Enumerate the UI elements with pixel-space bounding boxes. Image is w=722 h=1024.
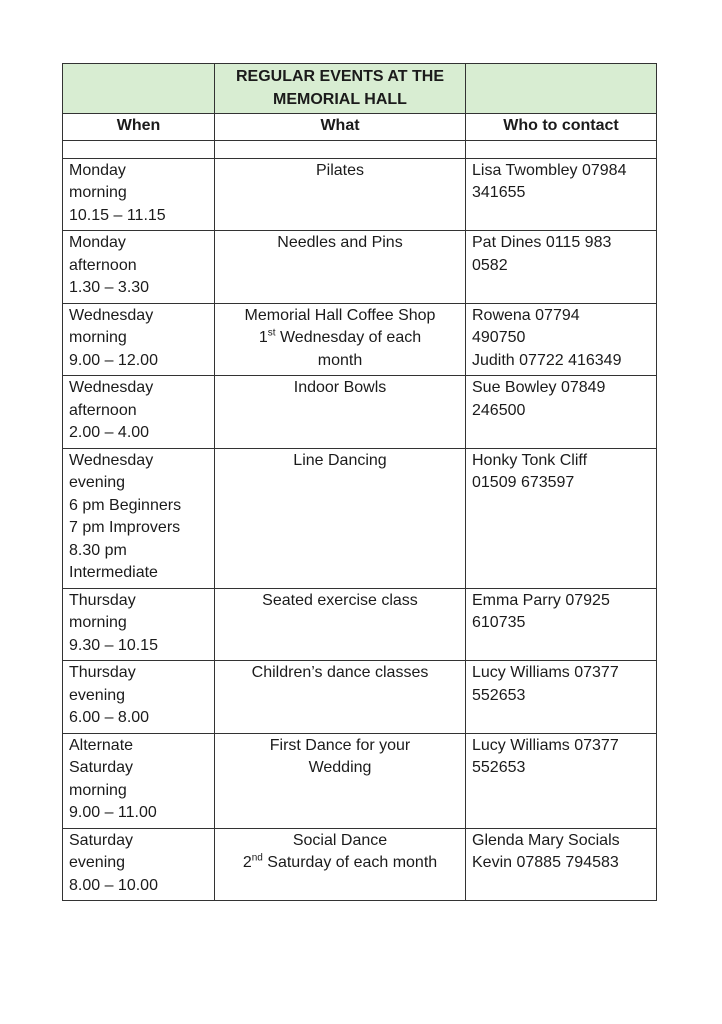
event-cell-what: Indoor Bowls [215,376,466,449]
event-cell-contact: Lisa Twombley 07984 341655 [466,158,657,231]
column-header-row [63,114,657,141]
column-header-contact: Who to contact [466,114,657,141]
column-header-what: What [215,114,466,141]
spacer-cell [63,140,215,158]
event-cell-contact: Honky Tonk Cliff 01509 673597 [466,448,657,588]
title-cell-right [466,64,657,114]
event-cell-what: Pilates [215,158,466,231]
event-row [63,448,657,588]
spacer-row [63,140,657,158]
ordinal-superscript: st [267,327,276,339]
event-cell-contact: Rowena 07794 490750 Judith 07722 416349 [466,303,657,376]
event-cell-when: Wednesday evening 6 pm Beginners 7 pm Improvers 8.30 pm Intermediate [63,448,215,588]
event-row [63,231,657,304]
ordinal-superscript: nd [251,852,263,864]
event-cell-when: Thursday evening 6.00 – 8.00 [63,661,215,734]
event-cell-what: Memorial Hall Coffee Shop 1st Wednesday of each month [215,303,466,376]
event-row [63,661,657,734]
event-cell-when: Wednesday afternoon 2.00 – 4.00 [63,376,215,449]
event-cell-what: Children’s dance classes [215,661,466,734]
event-cell-contact: Sue Bowley 07849 246500 [466,376,657,449]
event-cell-what: Seated exercise class [215,588,466,661]
event-cell-contact: Pat Dines 0115 983 0582 [466,231,657,304]
events-table-body [63,158,657,901]
event-row [63,828,657,901]
event-cell-contact: Emma Parry 07925 610735 [466,588,657,661]
event-row [63,303,657,376]
event-cell-contact: Glenda Mary Socials Kevin 07885 794583 [466,828,657,901]
event-cell-what: First Dance for your Wedding [215,733,466,828]
event-row [63,588,657,661]
event-row [63,733,657,828]
event-cell-contact: Lucy Williams 07377 552653 [466,661,657,734]
events-table [62,63,657,901]
spacer-cell [215,140,466,158]
event-cell-when: Monday afternoon 1.30 – 3.30 [63,231,215,304]
event-cell-when: Alternate Saturday morning 9.00 – 11.00 [63,733,215,828]
title-cell-left [63,64,215,114]
spacer-cell [466,140,657,158]
event-cell-when: Thursday morning 9.30 – 10.15 [63,588,215,661]
event-cell-contact: Lucy Williams 07377 552653 [466,733,657,828]
title-row [63,64,657,114]
event-row [63,158,657,231]
event-cell-what: Social Dance 2nd Saturday of each month [215,828,466,901]
event-cell-when: Monday morning 10.15 – 11.15 [63,158,215,231]
event-cell-when: Wednesday morning 9.00 – 12.00 [63,303,215,376]
event-cell-when: Saturday evening 8.00 – 10.00 [63,828,215,901]
event-row [63,376,657,449]
event-cell-what: Needles and Pins [215,231,466,304]
table-title: REGULAR EVENTS AT THE MEMORIAL HALL [215,64,466,114]
column-header-when: When [63,114,215,141]
event-cell-what: Line Dancing [215,448,466,588]
